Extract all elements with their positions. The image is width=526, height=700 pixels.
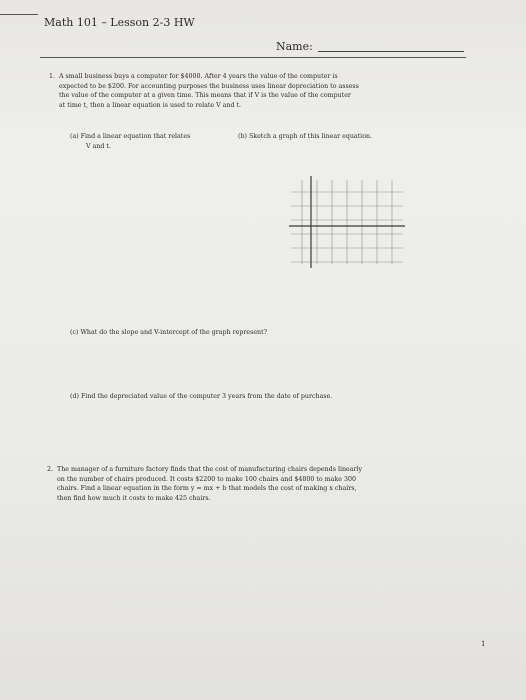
- part-a: (a) Find a linear equation that relates V and t.: [70, 133, 191, 150]
- problem-2-number: 2.: [47, 466, 54, 473]
- margin-mark: [0, 14, 38, 15]
- problem-1-number: 1.: [49, 73, 56, 80]
- problem-2-line: then find how much it costs to make 425 chairs.: [57, 494, 211, 502]
- page-title: Math 101 – Lesson 2-3 HW: [44, 16, 195, 29]
- problem-2-line: chairs. Find a linear equation in the form y = mx + b that models the cost of making x chairs,: [57, 485, 357, 492]
- part-b: (b) Sketch a graph of this linear equation.: [238, 133, 373, 140]
- problem-1-line: at time t, then a linear equation is used to relate V and t.: [59, 101, 242, 109]
- problem-1: [49, 72, 469, 110]
- problem-1-line: 1. A small business buys a computer for $4000. After 4 years the value of the computer is: [49, 73, 338, 80]
- name-blank-line: [318, 51, 464, 52]
- part-c: (c) What do the slope and V-intercept of the graph represent?: [70, 329, 268, 336]
- blank-graph-grid: [287, 172, 407, 272]
- problem-2-line: 2. The manager of a furniture factory finds that the cost of manufacturing chairs depends linearly: [47, 466, 363, 473]
- part-d: (d) Find the depreciated value of the computer 3 years from the date of purchase.: [70, 393, 333, 400]
- problem-1-line: the value of the computer at a given time. This means that if V is the value of the computer: [59, 92, 351, 99]
- problem-2: [47, 465, 477, 503]
- header-rule: [40, 57, 466, 58]
- problem-2-line: on the number of chairs produced. It costs $2200 to make 100 chairs and $4800 to make 300: [57, 475, 356, 483]
- page-number: 1: [481, 640, 486, 648]
- problem-1-line: expected to be $200. For accounting purposes the business uses linear depreciation to assess: [59, 82, 359, 90]
- name-label: Name:: [276, 40, 313, 53]
